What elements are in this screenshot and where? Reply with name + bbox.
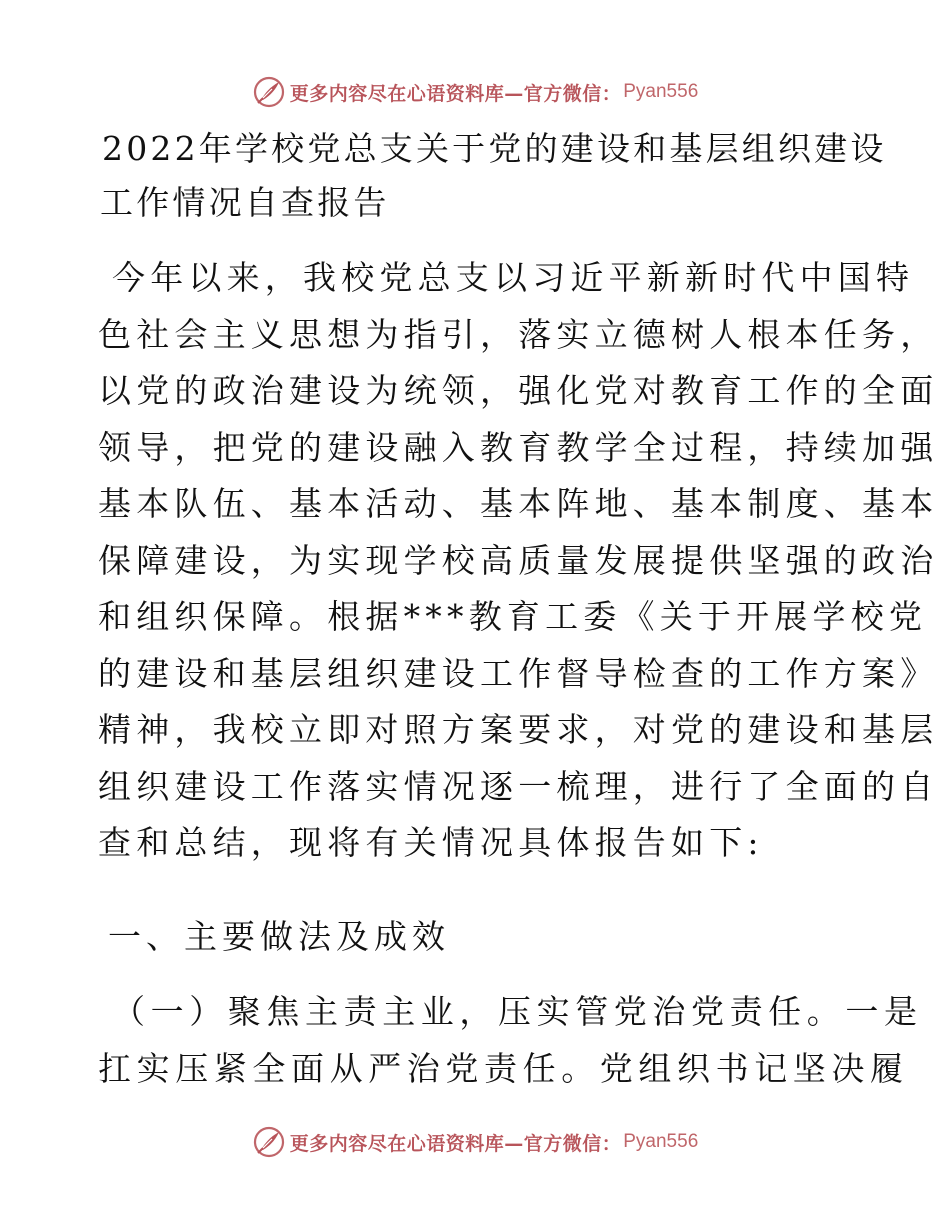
title-line-2: 工作情况自查报告 [100,183,390,222]
watermark-banner-bottom [0,1122,950,1162]
paragraph-line: 以党的政治建设为统领，强化党对教育工作的全面 [98,371,939,410]
feather-logo-icon [252,1125,286,1159]
watermark-handle: Pyan556 [623,1131,699,1152]
paragraph-line: 领导，把党的建设融入教育教学全过程，持续加强 [98,427,939,467]
paragraph-line: 查和总结，现将有关情况具体报告如下: [98,823,764,862]
watermark-text: 更多内容尽在心语资料库—官方微信： [289,82,622,105]
paragraph-line: 今年以来，我校党总支以习近平新新时代中国特 [112,258,915,297]
feather-logo-icon [252,75,286,109]
paragraph-line: 的建设和基层组织建设工作督导检查的工作方案》 [98,653,939,693]
title-line-1: 2022年学校党总支关于党的建设和基层组织建设 [102,129,887,168]
paragraph-line: 组织建设工作落实情况逐一梳理，进行了全面的自 [98,766,939,806]
paragraph-line: 扛实压紧全面从严治党责任。党组织书记坚决履 [98,1048,909,1088]
paragraph-line: 和组织保障。根据***教育工委《关于开展学校党 [98,597,928,636]
paragraph-line: 色社会主义思想为指引，落实立德树人根本任务， [98,314,939,354]
subsection-paragraph [98,984,923,1097]
paragraph-line: 精神，我校立即对照方案要求，对党的建设和基层 [98,710,939,749]
paragraph-line: （一）聚焦主责主业，压实管党治党责任。一是 [112,992,923,1031]
paragraph-line: 基本队伍、基本活动、基本阵地、基本制度、基本 [98,484,939,523]
section-heading: 一、主要做法及成效 [108,917,450,956]
intro-paragraph [98,250,939,872]
watermark-handle: Pyan556 [623,81,699,102]
paragraph-line: 保障建设，为实现学校高质量发展提供坚强的政治 [98,540,939,580]
watermark-text: 更多内容尽在心语资料库—官方微信： [289,1132,622,1155]
document-title [100,122,887,230]
watermark-banner-top [0,72,950,112]
